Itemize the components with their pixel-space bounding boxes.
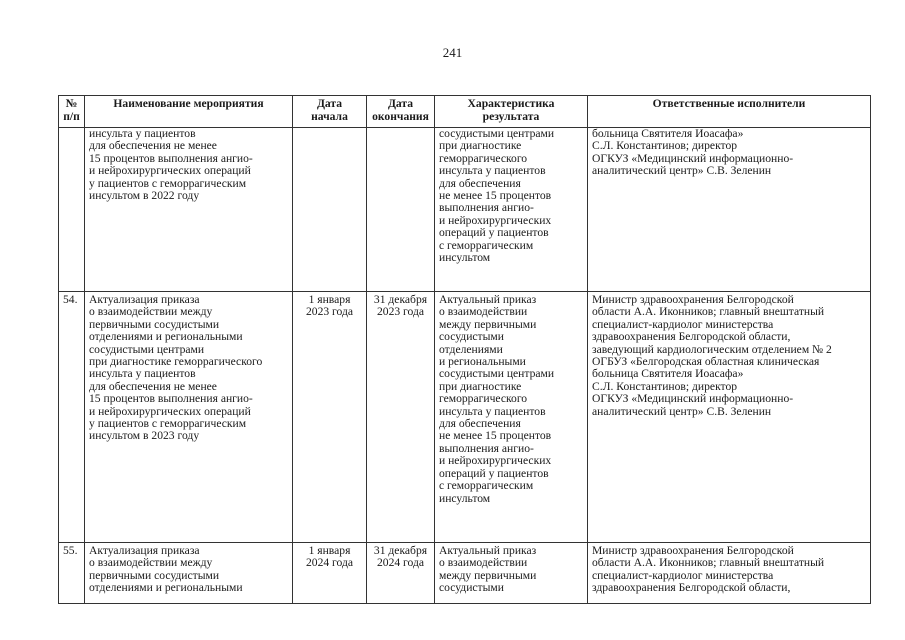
cell-line: первичными сосудистыми: [89, 317, 220, 331]
cell-line: при диагностике: [439, 379, 522, 393]
row-num: 55.: [59, 543, 85, 604]
cell-line: и нейрохирургических операций: [89, 164, 251, 178]
cell-line: не менее 15 процентов: [439, 189, 552, 203]
cell-line: и нейрохирургических: [439, 213, 552, 227]
cell-line: Актуальный приказ: [439, 293, 537, 306]
cell-line: результата: [482, 110, 540, 123]
header-result: [435, 96, 588, 128]
cell-line: отделениями: [439, 342, 503, 356]
row-responsible: [588, 543, 871, 604]
cell-line: №: [65, 97, 78, 110]
cell-line: при диагностике геморрагического: [89, 355, 263, 369]
cell-line: и нейрохирургических операций: [89, 404, 251, 418]
cell-line: инсульта у пациентов: [439, 404, 546, 418]
cell-line: операций у пациентов: [439, 226, 549, 240]
cell-line: геморрагического: [439, 392, 528, 406]
cell-line: Характеристика: [467, 97, 555, 110]
cell-line: выполнения ангио-: [439, 201, 534, 215]
cell-line: 1 января: [308, 293, 351, 306]
cell-line: Актуальный приказ: [439, 544, 537, 557]
cell-line: аналитический центр» С.В. Зеленин: [592, 164, 772, 178]
cell-line: сосудистыми центрами: [89, 342, 205, 356]
cell-line: аналитический центр» С.В. Зеленин: [592, 404, 772, 418]
row-result: [435, 543, 588, 604]
row-end-date: [367, 128, 435, 292]
cell-line: области А.А. Иконников; главный внештатный: [592, 305, 825, 319]
cell-line: Министр здравоохранения Белгородской: [592, 544, 794, 557]
row-result: [435, 128, 588, 292]
cell-line: заведующий кардиологическим отделением № 2: [592, 342, 832, 356]
cell-line: здравоохранения Белгородской области,: [592, 330, 791, 344]
cell-line: инсульта у пациентов: [439, 164, 546, 178]
cell-line: Дата: [387, 97, 414, 110]
row-start-date: [293, 292, 367, 543]
row-num: 54.: [59, 292, 85, 543]
cell-line: и нейрохирургических: [439, 454, 552, 468]
cell-line: для обеспечения: [439, 417, 521, 431]
header-end-date: [367, 96, 435, 128]
table-row: [59, 292, 871, 543]
row-responsible: [588, 128, 871, 292]
cell-line: 1 января: [308, 544, 351, 557]
row-name: [85, 543, 293, 604]
cell-line: 2024 года: [305, 556, 354, 570]
cell-line: инсультом в 2023 году: [89, 429, 200, 443]
cell-line: области А.А. Иконников; главный внештатный: [592, 556, 825, 570]
cell-line: 31 декабря: [373, 544, 428, 557]
table-header-row: [59, 96, 871, 128]
header-start-date: [293, 96, 367, 128]
cell-line: 2023 года: [305, 305, 354, 319]
cell-line: больница Святителя Иоасафа»: [592, 127, 744, 140]
header-num: [59, 96, 85, 128]
cell-line: отделениями и региональными: [89, 581, 243, 595]
cell-line: С.Л. Константинов; директор: [592, 139, 738, 153]
cell-line: ОГБУЗ «Белгородская областная клиническая: [592, 355, 820, 369]
row-end-date: [367, 543, 435, 604]
cell-line: 15 процентов выполнения ангио-: [89, 392, 253, 406]
row-result: [435, 292, 588, 543]
row-end-date: [367, 292, 435, 543]
cell-line: сосудистыми центрами: [439, 127, 555, 140]
cell-line: Актуализация приказа: [89, 293, 200, 306]
header-responsible: [588, 96, 871, 128]
cell-line: больница Святителя Иоасафа»: [592, 367, 744, 381]
cell-line: 2023 года: [376, 305, 425, 319]
row-responsible: [588, 292, 871, 543]
cell-line: ОГКУЗ «Медицинский информационно-: [592, 392, 794, 406]
cell-line: выполнения ангио-: [439, 441, 534, 455]
cell-line: для обеспечения: [439, 176, 521, 190]
cell-line: здравоохранения Белгородской области,: [592, 581, 791, 595]
cell-line: сосудистыми: [439, 581, 504, 595]
row-name: [85, 292, 293, 543]
cell-line: для обеспечения не менее: [89, 139, 217, 153]
cell-line: отделениями и региональными: [89, 330, 243, 344]
page-number: 241: [442, 45, 463, 60]
cell-line: С.Л. Константинов; директор: [592, 379, 738, 393]
cell-line: специалист-кардиолог министерства: [592, 568, 774, 582]
cell-line: сосудистыми: [439, 330, 504, 344]
cell-line: операций у пациентов: [439, 466, 549, 480]
cell-line: геморрагического: [439, 151, 528, 165]
cell-line: инсультом: [439, 251, 491, 265]
cell-line: с геморрагическим: [439, 479, 534, 493]
cell-line: у пациентов с геморрагическим: [89, 417, 247, 431]
cell-line: 2024 года: [376, 556, 425, 570]
cell-line: инсультом в 2022 году: [89, 189, 200, 203]
cell-line: Министр здравоохранения Белгородской: [592, 293, 794, 306]
cell-line: между первичными: [439, 568, 537, 582]
cell-line: окончания: [372, 110, 429, 123]
cell-line: инсульта у пациентов: [89, 367, 196, 381]
cell-line: 15 процентов выполнения ангио-: [89, 151, 253, 165]
cell-line: специалист-кардиолог министерства: [592, 317, 774, 331]
cell-line: о взаимодействии между: [89, 305, 213, 319]
cell-line: п/п: [63, 110, 80, 123]
cell-line: и региональными: [439, 355, 526, 369]
events-table: [58, 95, 871, 604]
row-name: [85, 128, 293, 292]
cell-line: Актуализация приказа: [89, 544, 200, 557]
cell-line: с геморрагическим: [439, 238, 534, 252]
cell-line: Ответственные исполнители: [652, 97, 806, 110]
cell-line: Дата: [316, 97, 343, 110]
row-start-date: [293, 128, 367, 292]
cell-line: при диагностике: [439, 139, 522, 153]
cell-line: для обеспечения не менее: [89, 379, 217, 393]
cell-line: сосудистыми центрами: [439, 367, 555, 381]
table-row: [59, 543, 871, 604]
cell-line: инсультом: [439, 491, 491, 505]
cell-line: о взаимодействии: [439, 556, 528, 570]
header-name: [85, 96, 293, 128]
cell-line: ОГКУЗ «Медицинский информационно-: [592, 151, 794, 165]
cell-line: о взаимодействии: [439, 305, 528, 319]
cell-line: у пациентов с геморрагическим: [89, 176, 247, 190]
cell-line: первичными сосудистыми: [89, 568, 220, 582]
cell-line: не менее 15 процентов: [439, 429, 552, 443]
row-num: [59, 128, 85, 292]
cell-line: о взаимодействии между: [89, 556, 213, 570]
cell-line: Наименование мероприятия: [113, 97, 264, 110]
cell-line: между первичными: [439, 317, 537, 331]
table-row: [59, 128, 871, 292]
cell-line: 31 декабря: [373, 293, 428, 306]
row-start-date: [293, 543, 367, 604]
cell-line: инсульта у пациентов: [89, 127, 196, 140]
cell-line: начала: [311, 110, 348, 123]
